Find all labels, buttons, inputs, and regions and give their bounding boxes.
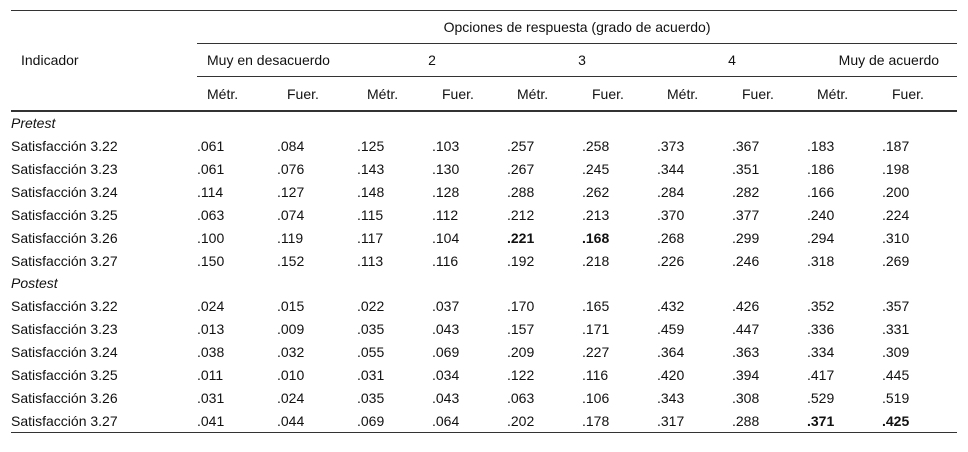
row-label: Satisfacción 3.23 bbox=[11, 160, 118, 177]
table-cell: .064 bbox=[432, 409, 507, 433]
table-cell: .015 bbox=[277, 297, 305, 314]
table-cell: .200 bbox=[882, 183, 910, 200]
table-cell: .074 bbox=[277, 206, 305, 223]
sublabel-fuer: Fuer. bbox=[882, 77, 957, 112]
table-cell: .041 bbox=[197, 409, 277, 433]
table-cell: .447 bbox=[732, 320, 760, 337]
table-row bbox=[11, 409, 957, 433]
table-cell: .529 bbox=[807, 389, 835, 406]
table-cell: .106 bbox=[582, 389, 610, 406]
table-cell-highlighted bbox=[882, 409, 957, 433]
row-label: Satisfacción 3.22 bbox=[11, 137, 118, 154]
table-cell: .363 bbox=[732, 343, 760, 360]
table-cell: .115 bbox=[357, 206, 384, 223]
table-cell: .357 bbox=[882, 297, 910, 314]
table-cell: .035 bbox=[357, 389, 385, 406]
table-cell: .288 bbox=[507, 183, 535, 200]
table-cell: .367 bbox=[732, 137, 760, 154]
group-header: Opciones de respuesta (grado de acuerdo) bbox=[197, 11, 957, 44]
table-cell: .258 bbox=[582, 137, 610, 154]
table-cell: .240 bbox=[807, 206, 835, 223]
indicator-header: Indicador bbox=[21, 52, 79, 68]
table-cell: .202 bbox=[507, 409, 582, 433]
table-cell: .157 bbox=[507, 320, 535, 337]
row-label: Satisfacción 3.23 bbox=[11, 320, 118, 337]
table-cell: .288 bbox=[732, 409, 807, 433]
table-cell: .198 bbox=[882, 160, 910, 177]
table-cell: .420 bbox=[657, 366, 685, 383]
table-cell: .268 bbox=[657, 229, 685, 246]
table-cell: .035 bbox=[357, 320, 385, 337]
table-cell: .343 bbox=[657, 389, 685, 406]
table-cell: .187 bbox=[882, 137, 910, 154]
table-cell: .130 bbox=[432, 160, 460, 177]
category-header-5: Muy de acuerdo bbox=[807, 44, 957, 77]
category-header-1: Muy en desacuerdo bbox=[197, 44, 357, 77]
table-cell: .024 bbox=[197, 297, 225, 314]
sublabel-metr: Métr. bbox=[657, 77, 732, 112]
table-cell: .009 bbox=[277, 320, 305, 337]
section-row bbox=[11, 272, 957, 294]
table-cell: .104 bbox=[432, 229, 460, 246]
table-cell: .213 bbox=[582, 206, 610, 223]
header-row-sublabels bbox=[11, 77, 957, 112]
table-cell: .370 bbox=[657, 206, 685, 223]
table-cell: .127 bbox=[277, 183, 305, 200]
table-cell: .417 bbox=[807, 366, 835, 383]
table-cell: .318 bbox=[807, 252, 835, 269]
table-cell: .186 bbox=[807, 160, 835, 177]
table-cell-highlighted bbox=[582, 226, 657, 249]
table-row bbox=[11, 294, 957, 317]
sublabel-fuer: Fuer. bbox=[432, 77, 507, 112]
table-cell: .010 bbox=[277, 366, 305, 383]
table-cell: .224 bbox=[882, 206, 910, 223]
table-cell: .226 bbox=[657, 252, 685, 269]
table-cell: .331 bbox=[882, 320, 910, 337]
table-cell: .445 bbox=[882, 366, 910, 383]
table-cell: .364 bbox=[657, 343, 685, 360]
bold-value: .425 bbox=[882, 412, 910, 429]
table-cell: .299 bbox=[732, 229, 760, 246]
table-cell: .037 bbox=[432, 297, 460, 314]
table-cell: .143 bbox=[357, 160, 385, 177]
table-cell: .310 bbox=[882, 229, 910, 246]
table-cell: .063 bbox=[507, 389, 535, 406]
table-cell: .171 bbox=[582, 320, 610, 337]
table-cell-highlighted bbox=[507, 226, 582, 249]
header-row-group bbox=[11, 11, 957, 44]
row-label: Satisfacción 3.26 bbox=[11, 229, 118, 246]
table-cell: .043 bbox=[432, 389, 460, 406]
header-row-categories bbox=[11, 44, 957, 77]
table-cell: .128 bbox=[432, 183, 460, 200]
table-cell: .152 bbox=[277, 252, 305, 269]
sublabel-fuer: Fuer. bbox=[277, 77, 357, 112]
table-cell: .022 bbox=[357, 297, 385, 314]
row-label: Satisfacción 3.22 bbox=[11, 297, 118, 314]
section-label: Pretest bbox=[11, 115, 56, 131]
sublabel-metr: Métr. bbox=[507, 77, 582, 112]
row-label: Satisfacción 3.26 bbox=[11, 389, 118, 406]
table-cell: .262 bbox=[582, 183, 610, 200]
section-row bbox=[11, 111, 957, 134]
table-row bbox=[11, 134, 957, 157]
table-cell: .166 bbox=[807, 183, 835, 200]
table-cell: .519 bbox=[882, 389, 910, 406]
table-cell: .373 bbox=[657, 137, 685, 154]
table-row bbox=[11, 226, 957, 249]
table-cell: .246 bbox=[732, 252, 760, 269]
category-header-2: 2 bbox=[357, 44, 507, 77]
table-body bbox=[11, 111, 957, 433]
table-cell: .294 bbox=[807, 229, 835, 246]
bold-value: .371 bbox=[807, 412, 835, 429]
table-cell: .426 bbox=[732, 297, 760, 314]
table-cell: .069 bbox=[432, 343, 460, 360]
header-empty-cell bbox=[11, 77, 197, 112]
table-cell: .459 bbox=[657, 320, 685, 337]
category-header-4: 4 bbox=[657, 44, 807, 77]
response-options-table bbox=[11, 10, 957, 433]
table-cell: .112 bbox=[432, 206, 459, 223]
table-cell: .212 bbox=[507, 206, 535, 223]
table-cell: .317 bbox=[657, 409, 732, 433]
table-cell: .063 bbox=[197, 206, 225, 223]
table-cell: .031 bbox=[197, 389, 225, 406]
header-empty-cell bbox=[11, 11, 197, 44]
table-cell-highlighted bbox=[807, 409, 882, 433]
table-cell: .119 bbox=[277, 229, 304, 246]
table-cell: .284 bbox=[657, 183, 685, 200]
table-cell: .267 bbox=[507, 160, 535, 177]
table-cell: .043 bbox=[432, 320, 460, 337]
table-cell: .183 bbox=[807, 137, 835, 154]
table-cell: .245 bbox=[582, 160, 610, 177]
table-cell: .116 bbox=[432, 252, 459, 269]
sublabel-metr: Métr. bbox=[197, 77, 277, 112]
table-cell: .113 bbox=[357, 252, 384, 269]
table-cell: .125 bbox=[357, 137, 385, 154]
table-cell: .257 bbox=[507, 137, 535, 154]
row-label: Satisfacción 3.25 bbox=[11, 206, 118, 223]
table-cell: .084 bbox=[277, 137, 305, 154]
table-cell: .165 bbox=[582, 297, 610, 314]
row-label: Satisfacción 3.24 bbox=[11, 183, 118, 200]
table-cell: .192 bbox=[507, 252, 535, 269]
table-cell: .150 bbox=[197, 252, 225, 269]
table-cell: .116 bbox=[582, 366, 609, 383]
bold-value: .221 bbox=[507, 229, 535, 246]
table-cell: .394 bbox=[732, 366, 760, 383]
row-label: Satisfacción 3.27 bbox=[11, 409, 197, 433]
table-cell: .055 bbox=[357, 343, 385, 360]
table-cell: .122 bbox=[507, 366, 535, 383]
table-cell: .344 bbox=[657, 160, 685, 177]
table-cell: .336 bbox=[807, 320, 835, 337]
table-cell: .031 bbox=[357, 366, 385, 383]
table-cell: .178 bbox=[582, 409, 657, 433]
table-row bbox=[11, 340, 957, 363]
table-cell: .117 bbox=[357, 229, 384, 246]
table-cell: .148 bbox=[357, 183, 385, 200]
sublabel-metr: Métr. bbox=[357, 77, 432, 112]
section-label: Postest bbox=[11, 275, 58, 291]
bold-value: .168 bbox=[582, 229, 610, 246]
table-cell: .100 bbox=[197, 229, 225, 246]
table-cell: .309 bbox=[882, 343, 910, 360]
table-cell: .432 bbox=[657, 297, 685, 314]
table-row bbox=[11, 317, 957, 340]
table-cell: .013 bbox=[197, 320, 225, 337]
table-cell: .011 bbox=[197, 366, 224, 383]
table-cell: .061 bbox=[197, 137, 225, 154]
table-cell: .170 bbox=[507, 297, 535, 314]
table-cell: .034 bbox=[432, 366, 460, 383]
table-cell: .377 bbox=[732, 206, 760, 223]
table-header bbox=[11, 11, 957, 112]
row-label: Satisfacción 3.27 bbox=[11, 252, 118, 269]
category-header-3: 3 bbox=[507, 44, 657, 77]
sublabel-fuer: Fuer. bbox=[732, 77, 807, 112]
table-cell: .076 bbox=[277, 160, 305, 177]
table-row bbox=[11, 157, 957, 180]
table-row bbox=[11, 363, 957, 386]
table-cell: .069 bbox=[357, 409, 432, 433]
table-cell: .044 bbox=[277, 409, 357, 433]
sublabel-metr: Métr. bbox=[807, 77, 882, 112]
table-row bbox=[11, 203, 957, 226]
row-label: Satisfacción 3.25 bbox=[11, 366, 118, 383]
row-label: Satisfacción 3.24 bbox=[11, 343, 118, 360]
table-cell: .227 bbox=[582, 343, 610, 360]
table-cell: .209 bbox=[507, 343, 535, 360]
table-cell: .114 bbox=[197, 183, 224, 200]
sublabel-fuer: Fuer. bbox=[582, 77, 657, 112]
table-cell: .024 bbox=[277, 389, 305, 406]
table-row bbox=[11, 249, 957, 272]
table-cell: .032 bbox=[277, 343, 305, 360]
table-cell: .308 bbox=[732, 389, 760, 406]
table-row bbox=[11, 180, 957, 203]
table-row bbox=[11, 386, 957, 409]
table-cell: .061 bbox=[197, 160, 225, 177]
table-cell: .038 bbox=[197, 343, 225, 360]
table-cell: .334 bbox=[807, 343, 835, 360]
table-cell: .351 bbox=[732, 160, 760, 177]
table-cell: .103 bbox=[432, 137, 460, 154]
table-cell: .352 bbox=[807, 297, 835, 314]
table-cell: .282 bbox=[732, 183, 760, 200]
table-cell: .269 bbox=[882, 252, 910, 269]
table-cell: .218 bbox=[582, 252, 610, 269]
